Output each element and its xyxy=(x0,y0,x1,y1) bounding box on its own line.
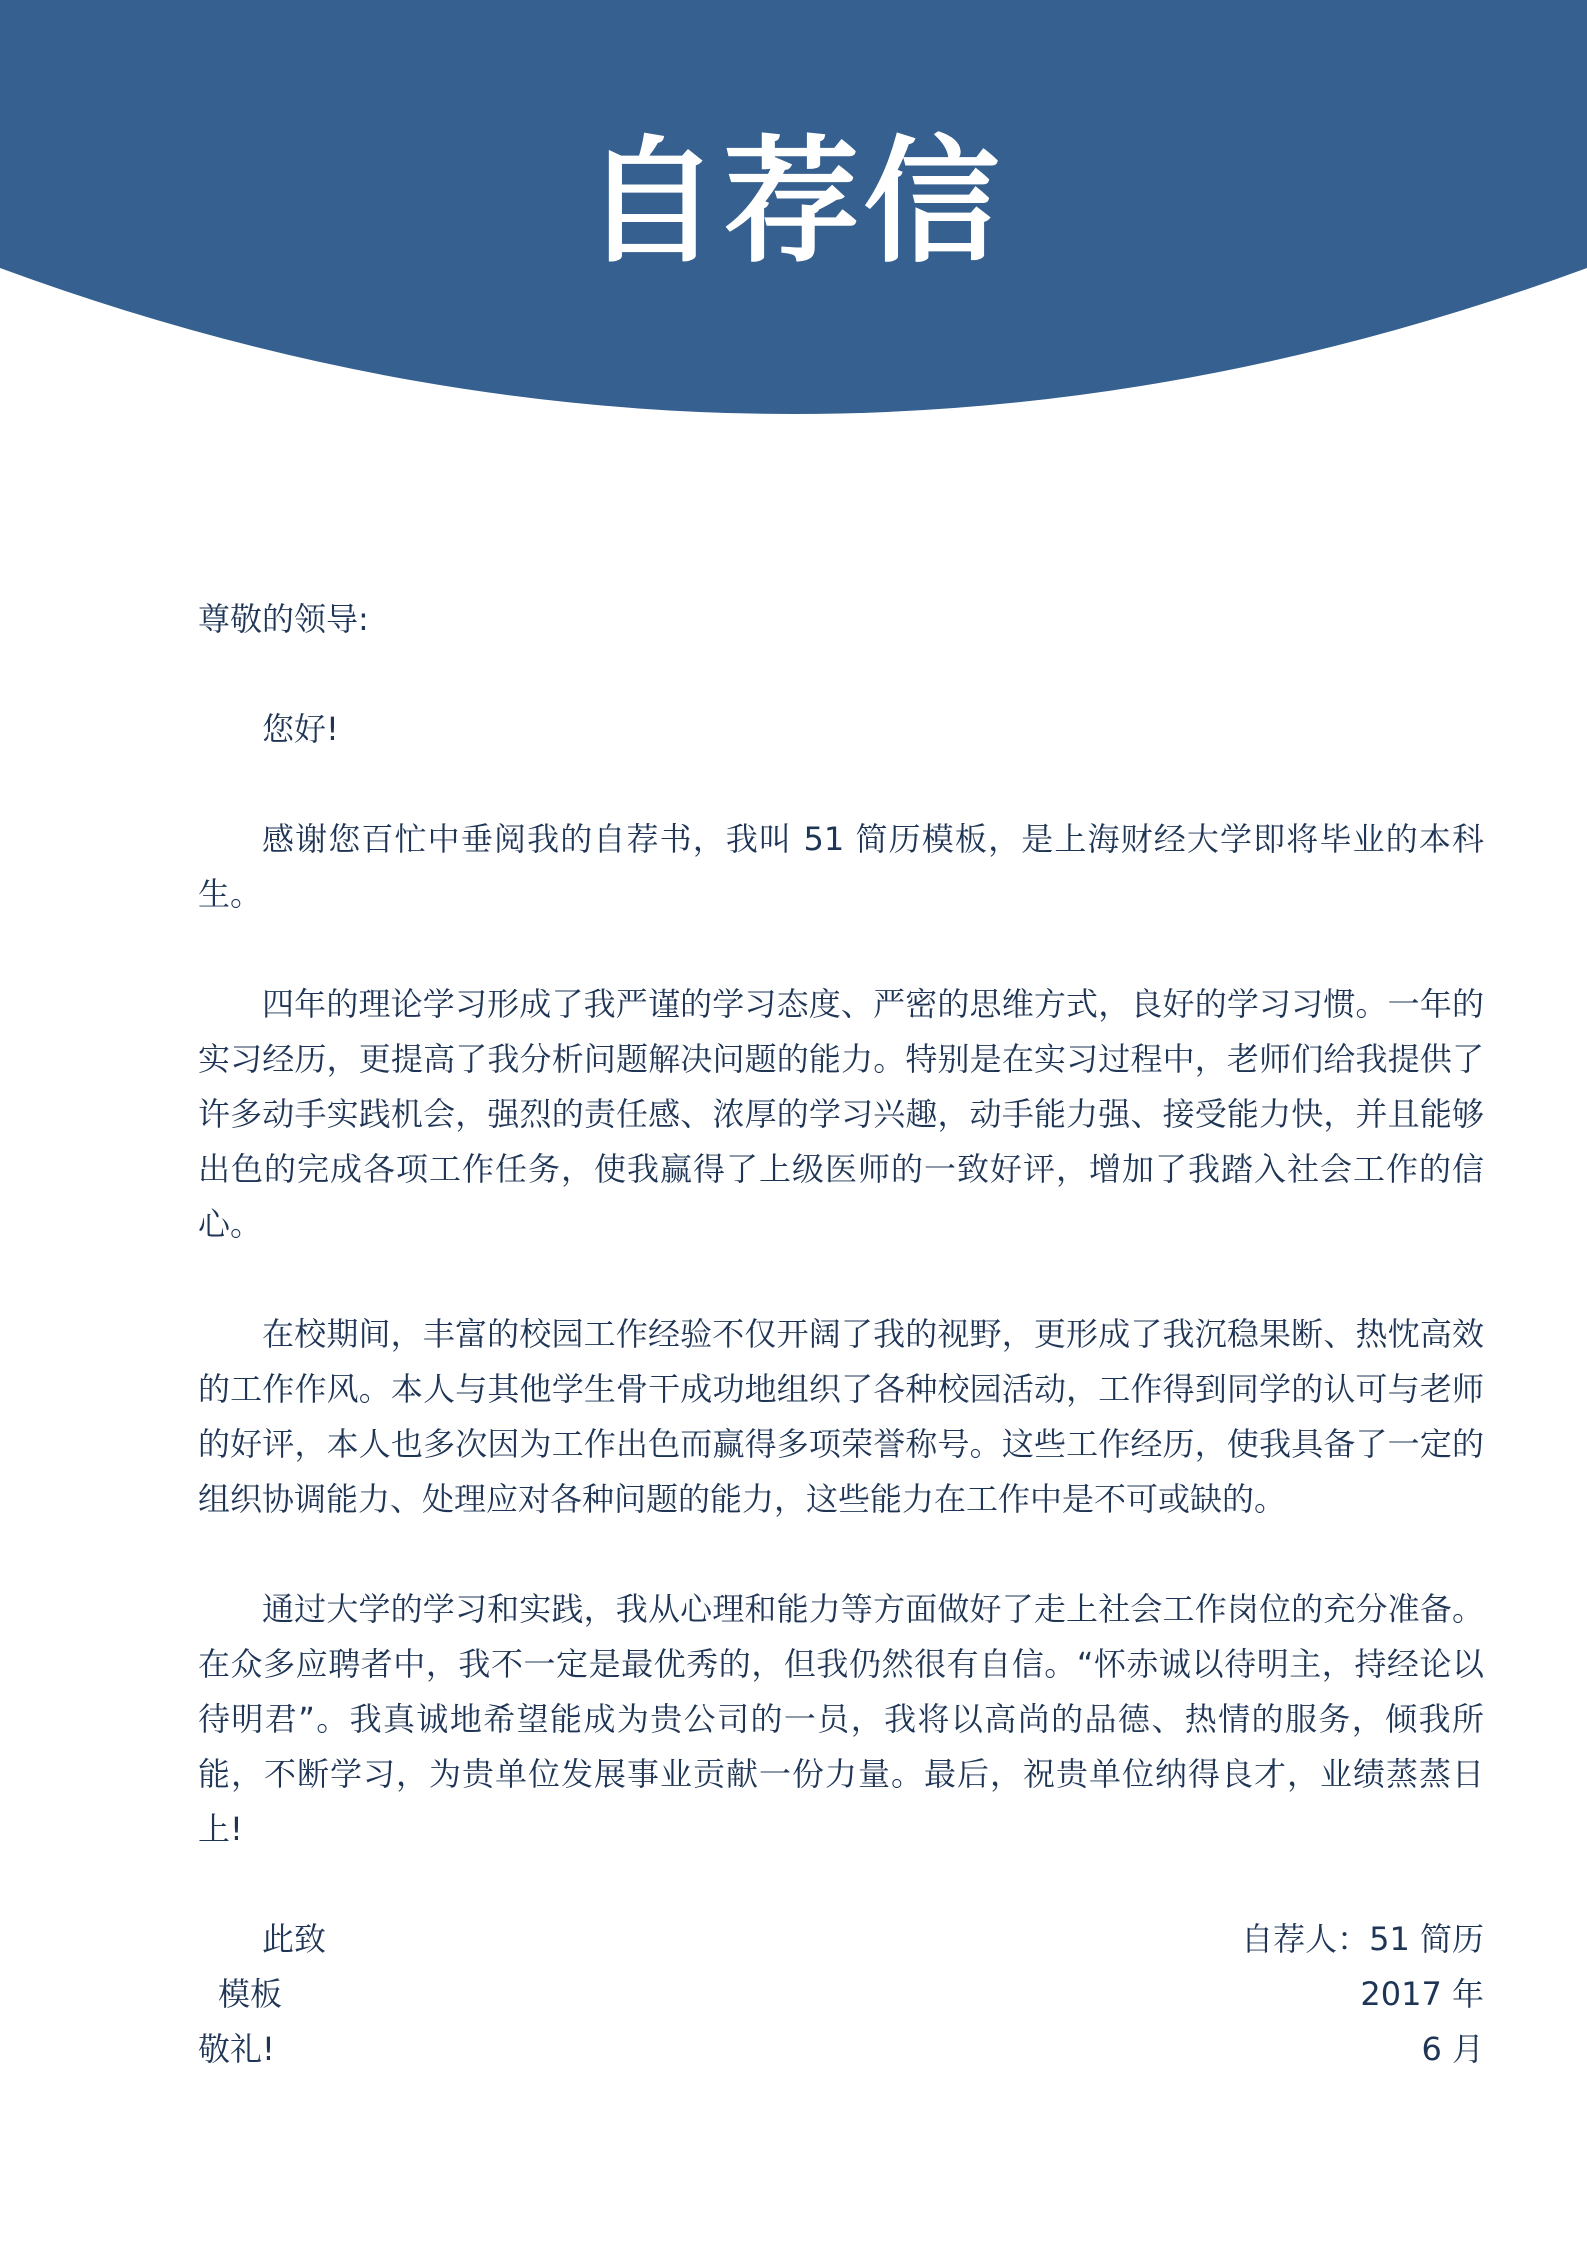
letter-body xyxy=(198,592,1484,2077)
signature-month: 6 月 xyxy=(1421,2030,1484,2068)
signature-name-tail: 模板 xyxy=(218,1975,283,2013)
salutation: 尊敬的领导: xyxy=(198,600,369,638)
paragraph-closing-wish: 通过大学的学习和实践，我从心理和能力等方面做好了走上社会工作岗位的充分准备。在众多应聘者中，我不一定是最优秀的，但我仍然很有自信。“怀赤诚以待明主，持经论以待明君”。我真诚地希望能成为贵公司的一员，我将以高尚的品德、热情的服务，倾我所能，不断学习，为贵单位发展事业贡献一份力量。最后，祝贵单位纳得良才，业绩蒸蒸日上! xyxy=(198,1590,1484,1848)
signature-year: 2017 年 xyxy=(1360,1975,1484,2013)
paragraph-study: 四年的理论学习形成了我严谨的学习态度、严密的思维方式，良好的学习习惯。一年的实习经历，更提高了我分析问题解决问题的能力。特别是在实习过程中，老师们给我提供了许多动手实践机会，强烈的责任感、浓厚的学习兴趣，动手能力强、接受能力快，并且能够出色的完成各项工作任务，使我赢得了上级医师的一致好评，增加了我踏入社会工作的信心。 xyxy=(198,985,1484,1243)
paragraph-campus: 在校期间，丰富的校园工作经验不仅开阔了我的视野，更形成了我沉稳果断、热忱高效的工作作风。本人与其他学生骨干成功地组织了各种校园活动，工作得到同学的认可与老师的好评，本人也多次因为工作出色而赢得多项荣誉称号。这些工作经历，使我具备了一定的组织协调能力、处理应对各种问题的能力，这些能力在工作中是不可或缺的。 xyxy=(198,1315,1484,1518)
closing-phrase: 此致 xyxy=(262,1920,327,1958)
paragraph-intro: 感谢您百忙中垂阅我的自荐书，我叫 51 简历模板，是上海财经大学即将毕业的本科生。 xyxy=(198,820,1484,913)
page-title: 自荐信 xyxy=(583,124,1004,282)
greeting: 您好! xyxy=(262,710,339,748)
closing-regards: 敬礼! xyxy=(198,2030,275,2068)
signature-name: 自荐人：51 简历 xyxy=(1241,1920,1484,1958)
signature-block xyxy=(198,1912,1484,2077)
